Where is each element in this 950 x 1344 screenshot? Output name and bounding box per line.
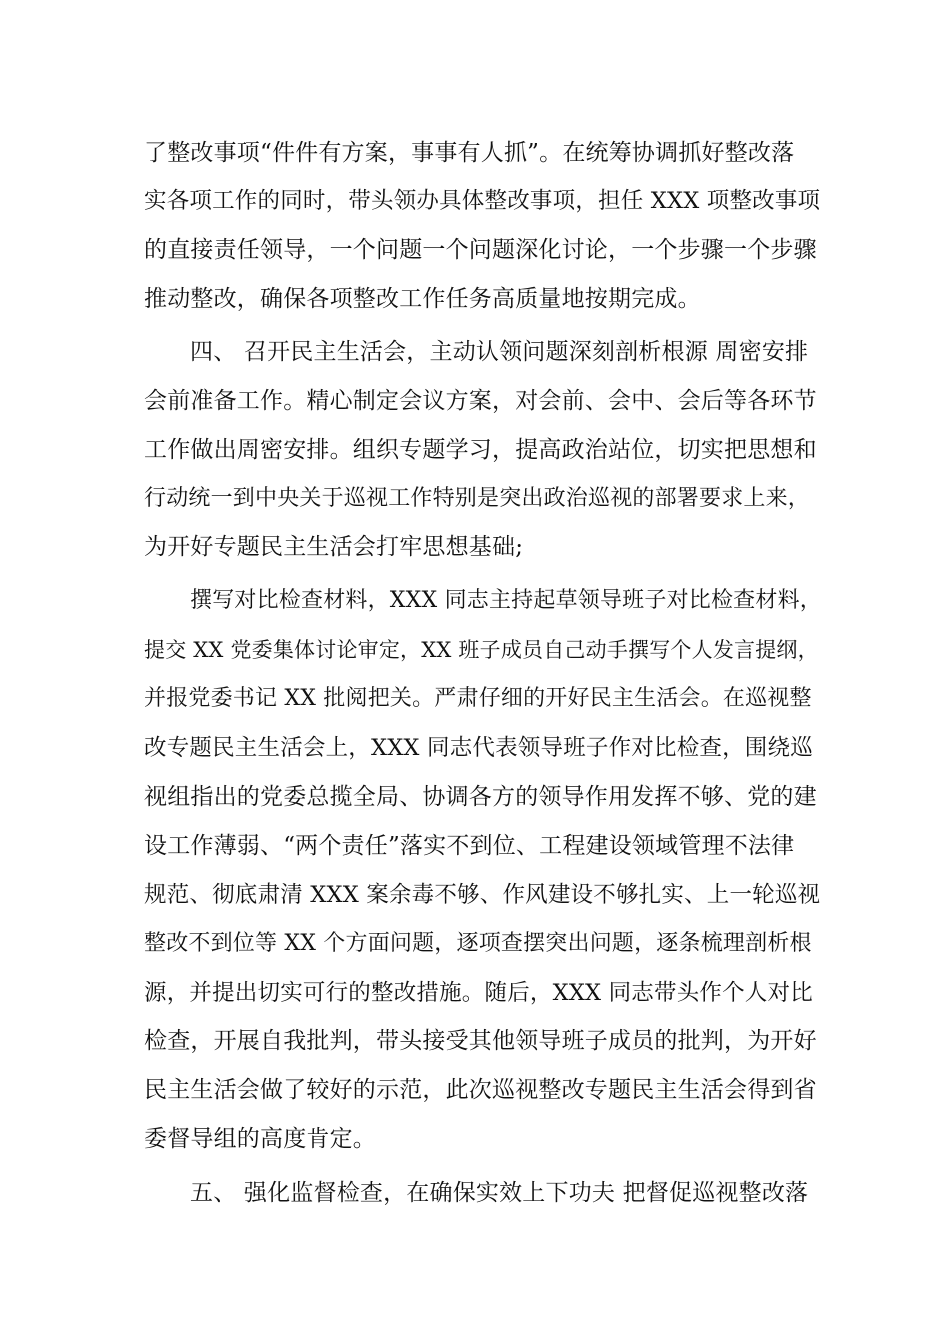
text-line: 检查，开展自我批判，带头接受其他领导班子成员的批判，为开好 [144, 1028, 817, 1054]
text-line: 民主生活会做了较好的示范，此次巡视整改专题民主生活会得到省 [144, 1077, 817, 1103]
text-line: 整改不到位等 XX 个方面问题，逐项查摆突出问题，逐条梳理剖析根 [144, 931, 812, 956]
paragraph-start: 撰写对比检查材料，XXX 同志主持起草领导班子对比检查材料， [190, 588, 822, 613]
section-heading: 四、 召开民主生活会，主动认领问题深刻剖析根源 周密安排 [190, 339, 809, 365]
text-line: 了整改事项“件件有方案，事事有人抓”。在统筹协调抓好整改落 [144, 140, 795, 166]
text-line: 规范、彻底肃清 XXX 案余毒不够、作风建设不够扎实、上一轮巡视 [144, 882, 821, 908]
text-line: 并报党委书记 XX 批阅把关。严肃仔细的开好民主生活会。在巡视整 [144, 686, 812, 711]
text-line: 提交 XX 党委集体讨论审定，XX 班子成员自己动手撰写个人发言提纲， [144, 638, 819, 662]
text-line: 推动整改，确保各项整改工作任务高质量地按期完成。 [144, 286, 701, 312]
text-line: 会前准备工作。精心制定会议方案，对会前、会中、会后等各环节 [144, 388, 817, 414]
text-line: 实各项工作的同时，带头领办具体整改事项，担任 XXX 项整改事项 [144, 188, 821, 214]
text-line: 视组指出的党委总揽全局、协调各方的领导作用发挥不够、党的建 [144, 784, 817, 810]
section-heading: 五、 强化监督检查，在确保实效上下功夫 把督促巡视整改落 [190, 1180, 809, 1206]
text-line: 设工作薄弱、“两个责任”落实不到位、工程建设领域管理不法律 [144, 833, 795, 859]
text-line: 委督导组的高度肯定。 [144, 1126, 376, 1152]
text-line: 行动统一到中央关于巡视工作特别是突出政治巡视的部署要求上来， [144, 486, 811, 511]
text-line: 改专题民主生活会上，XXX 同志代表领导班子作对比检查，围绕巡 [144, 735, 813, 761]
text-line: 工作做出周密安排。组织专题学习，提高政治站位，切实把思想和 [144, 437, 817, 463]
text-line: 为开好专题民主生活会打牢思想基础; [144, 534, 524, 560]
text-line: 的直接责任领导，一个问题一个问题深化讨论，一个步骤一个步骤 [144, 237, 817, 263]
text-line: 源，并提出切实可行的整改措施。随后，XXX 同志带头作个人对比 [144, 980, 813, 1006]
